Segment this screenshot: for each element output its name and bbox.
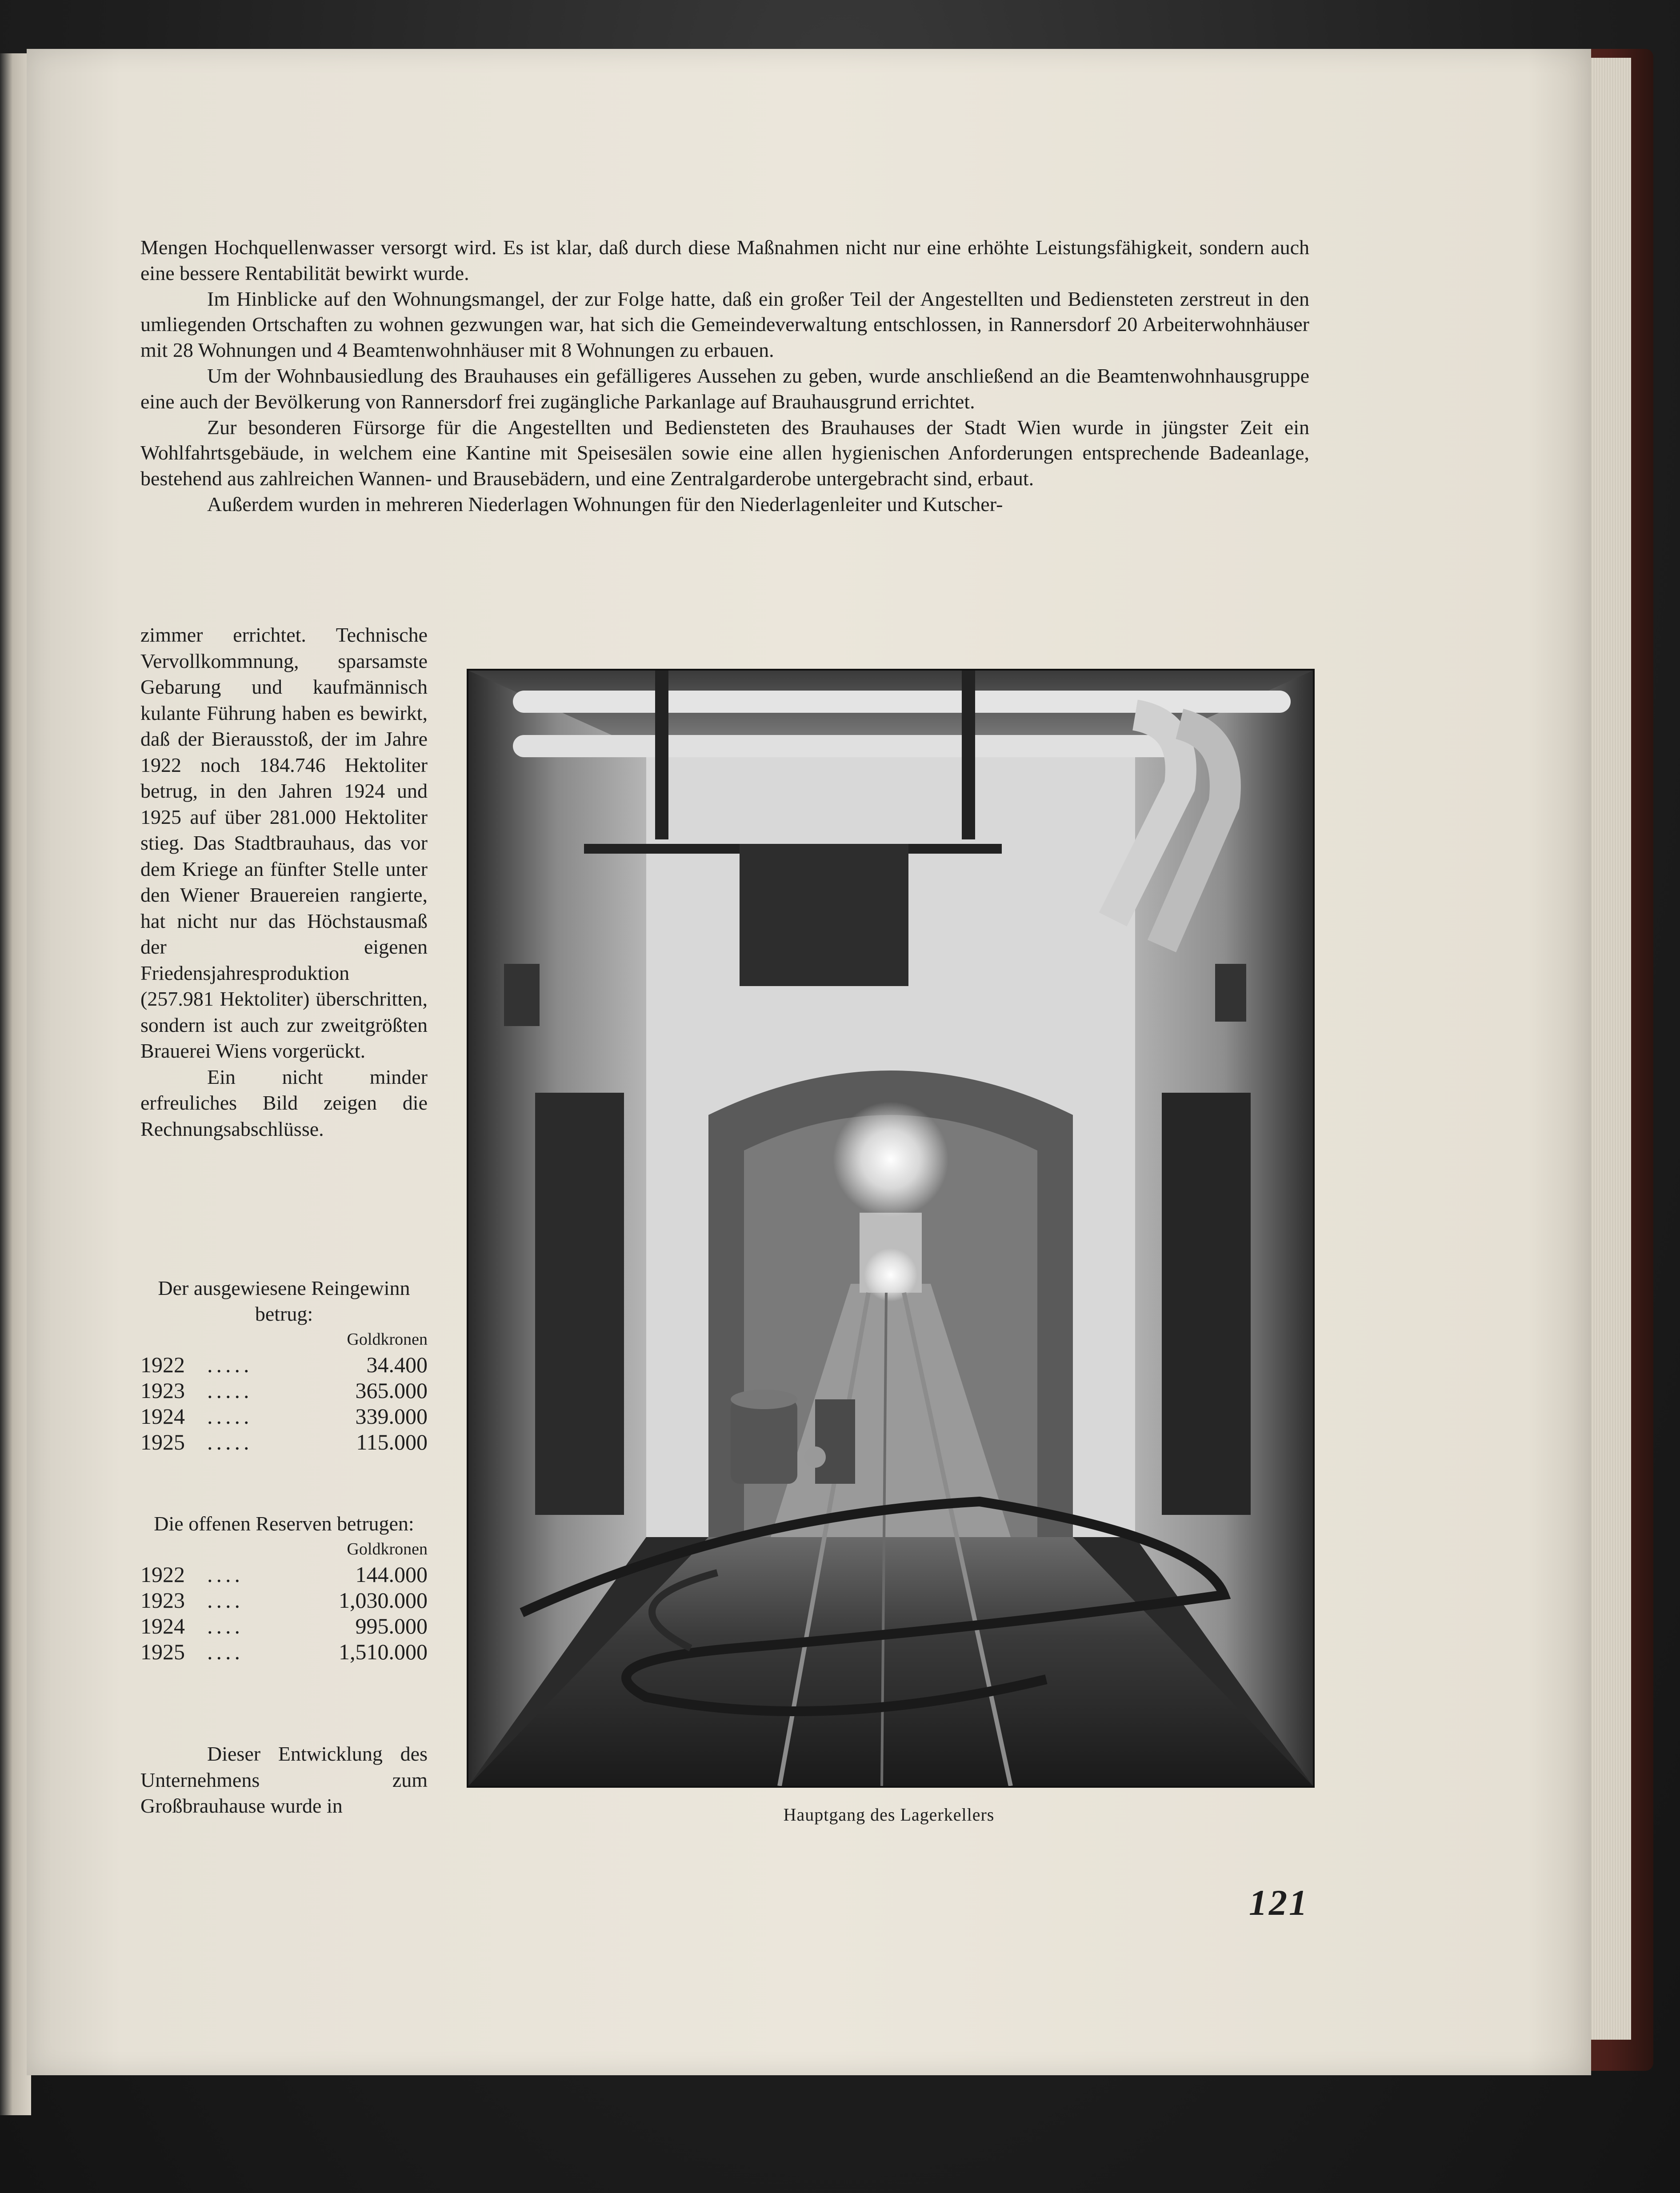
value-cell: 144.000 (355, 1562, 428, 1587)
value-cell: 115.000 (356, 1430, 428, 1454)
table-row (140, 1587, 428, 1613)
value-cell: 34.400 (366, 1352, 428, 1377)
main-text-block (140, 235, 1309, 517)
table-row (140, 1352, 428, 1378)
leader-dots: ..... (207, 1352, 253, 1377)
paragraph: Um der Wohnbausiedlung des Brauhauses ein gefälligeres Aussehen zu geben, wurde anschließend an die Beamtenwohnhausgruppe eine auch der Bevölkerung von Rannersdorf frei zugängliche Parkanlage auf Brauhausgrund errichtet. (140, 364, 1309, 413)
unit-label: Goldkronen (347, 1330, 428, 1349)
value-cell: 339.000 (355, 1404, 428, 1429)
year-cell: 1925 (140, 1430, 185, 1454)
table-row (140, 1403, 428, 1429)
year-cell: 1925 (140, 1639, 185, 1664)
leader-dots: ..... (207, 1404, 253, 1429)
table-heading: Der ausgewiesene Reingewinn betrug: (158, 1277, 410, 1325)
year-cell: 1923 (140, 1588, 185, 1613)
year-cell: 1924 (140, 1614, 185, 1638)
unit-label: Goldkronen (347, 1540, 428, 1558)
year-cell: 1922 (140, 1352, 185, 1377)
value-cell: 995.000 (355, 1614, 428, 1638)
paragraph: Dieser Entwicklung des Unternehmens zum Großbrauhause wurde in (140, 1742, 428, 1817)
value-cell: 1,510.000 (339, 1639, 428, 1664)
paragraph: Mengen Hochquellenwasser versorgt wird. Es ist klar, daß durch diese Maßnahmen nicht nur eine erhöhte Leistungsfähigkeit, sondern auch eine bessere Rentabilität bewirkt wurde. (140, 236, 1309, 284)
paragraph: Außerdem wurden in mehreren Niederlagen Wohnungen für den Niederlagenleiter und Kutscher- (207, 492, 1003, 515)
cellar-corridor-photo (467, 669, 1315, 1788)
table-row (140, 1429, 428, 1455)
leader-dots: .... (207, 1614, 244, 1638)
paragraph: Im Hinblicke auf den Wohnungsmangel, der zur Folge hatte, daß ein großer Teil der Angestellten und Bediensteten zerstreut in den umliegenden Ortschaften zu wohnen gezwungen war, hat sich die Gemeindeverwaltung entschlossen, in Rannersdorf 20 Arbeiterwohnhäuser mit 28 Wohnungen und 4 Beamtenwohnhäuser mit 8 Wohnungen zu erbauen. (140, 287, 1309, 362)
table-row (140, 1639, 428, 1665)
year-cell: 1923 (140, 1378, 185, 1403)
leader-dots: .... (207, 1588, 244, 1613)
paragraph: Zur besonderen Fürsorge für die Angestellten und Bediensteten des Brauhauses der Stadt Wien wurde in jüngster Zeit ein Wohlfahrtsgebäude, in welchem eine Kantine mit Speisesälen sowie eine allen hygienischen Anforderungen entsprechende Badeanlage, bestehend aus zahlreichen Wannen- und Brausebädern, und eine Zentralgarderobe untergebracht sind, erbaut. (140, 415, 1309, 490)
table-row (140, 1562, 428, 1587)
table-row (140, 1613, 428, 1639)
leader-dots: ..... (207, 1430, 253, 1454)
year-cell: 1924 (140, 1404, 185, 1429)
paragraph: Ein nicht minder erfreuliches Bild zeigen die Rechnungsabschlüsse. (140, 1065, 428, 1140)
leader-dots: .... (207, 1562, 244, 1587)
reingewinn-table (140, 1352, 428, 1455)
paragraph: zimmer errichtet. Technische Vervollkommnung, sparsamste Gebarung und kaufmännisch kulante Führung haben es bewirkt, daß der Bierausstoß, der im Jahre 1922 noch 184.746 Hektoliter betrug, in den Jahren 1924 und 1925 auf über 281.000 Hektoliter stieg. Das Stadtbrauhaus, das vor dem Kriege an fünfter Stelle unter den Wiener Brauereien rangierte, hat nicht nur das Höchstausmaß der eigenen Friedensjahresproduktion (257.981 Hektoliter) überschritten, sondern ist auch zur zweitgrößten Brauerei Wiens vorgerückt. (140, 623, 428, 1062)
leader-dots: ..... (207, 1378, 253, 1403)
leader-dots: .... (207, 1639, 244, 1664)
value-cell: 1,030.000 (339, 1588, 428, 1613)
reserven-table (140, 1562, 428, 1665)
reserven-table-block (140, 1511, 428, 1665)
left-column-text (140, 622, 428, 1142)
page-number: 121 (1249, 1882, 1309, 1923)
year-cell: 1922 (140, 1562, 185, 1587)
reingewinn-table-block (140, 1275, 428, 1455)
table-row (140, 1378, 428, 1403)
value-cell: 365.000 (355, 1378, 428, 1403)
table-heading: Die offenen Reserven betrugen: (154, 1512, 414, 1535)
tail-text (140, 1741, 428, 1819)
photo-caption: Hauptgang des Lagerkellers (783, 1805, 995, 1825)
